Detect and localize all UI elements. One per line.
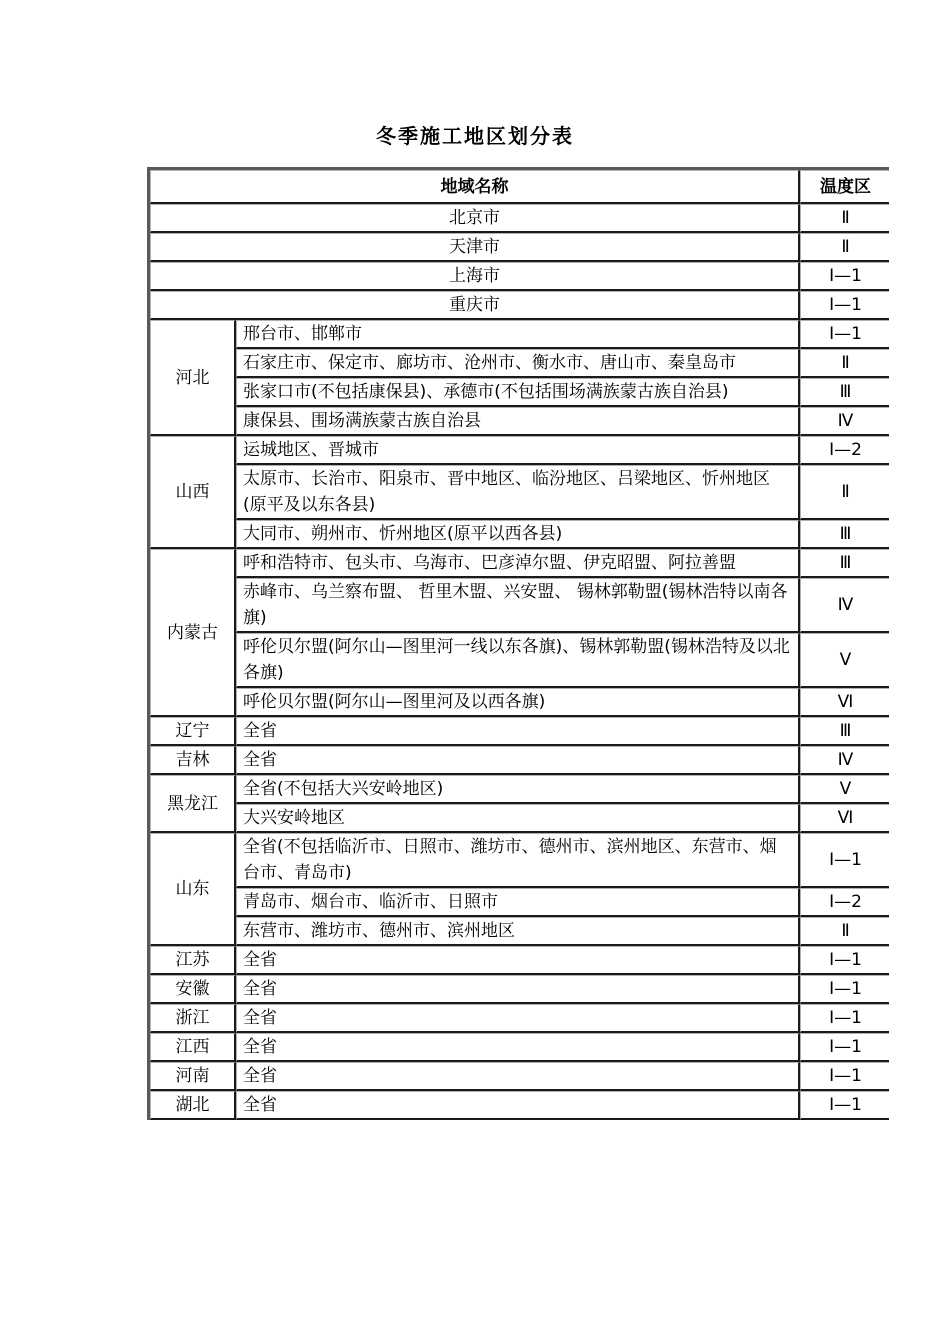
area-cell: 全省 <box>236 717 800 746</box>
temperature-zone-cell: Ⅲ <box>800 378 889 407</box>
province-cell: 内蒙古 <box>150 549 236 717</box>
zone-table <box>147 167 889 1120</box>
table-row <box>150 233 889 262</box>
table-row <box>150 291 889 320</box>
table-row <box>150 1091 889 1120</box>
table-row <box>150 465 889 520</box>
region-name-cell: 重庆市 <box>150 291 800 320</box>
table-row <box>150 833 889 888</box>
temperature-zone-cell: Ⅳ <box>800 746 889 775</box>
temperature-zone-cell: Ⅲ <box>800 520 889 549</box>
area-cell: 全省 <box>236 946 800 975</box>
table-row <box>150 746 889 775</box>
province-cell: 湖北 <box>150 1091 236 1120</box>
area-cell: 赤峰市、乌兰察布盟、 哲里木盟、兴安盟、 锡林郭勒盟(锡林浩特以南各旗) <box>236 578 800 633</box>
province-cell: 山西 <box>150 436 236 549</box>
table-row <box>150 1033 889 1062</box>
zone-table-container <box>147 167 889 1222</box>
temperature-zone-cell: Ⅴ <box>800 775 889 804</box>
temperature-zone-cell: Ⅰ—1 <box>800 262 889 291</box>
table-row <box>150 888 889 917</box>
province-cell: 浙江 <box>150 1004 236 1033</box>
area-cell: 全省 <box>236 975 800 1004</box>
temperature-zone-cell: Ⅴ <box>800 633 889 688</box>
temperature-zone-cell: Ⅵ <box>800 688 889 717</box>
temperature-zone-cell: Ⅰ—1 <box>800 1004 889 1033</box>
table-row <box>150 549 889 578</box>
area-cell: 全省 <box>236 1004 800 1033</box>
table-row <box>150 775 889 804</box>
province-cell: 辽宁 <box>150 717 236 746</box>
table-row <box>150 262 889 291</box>
table-row <box>150 633 889 688</box>
temperature-zone-cell: Ⅰ—1 <box>800 1091 889 1120</box>
table-body <box>150 204 889 1120</box>
table-row <box>150 946 889 975</box>
temperature-zone-cell: Ⅳ <box>800 578 889 633</box>
table-row <box>150 204 889 233</box>
region-name-cell: 天津市 <box>150 233 800 262</box>
province-cell: 山东 <box>150 833 236 946</box>
temperature-zone-cell: Ⅰ—1 <box>800 975 889 1004</box>
table-row <box>150 578 889 633</box>
table-row <box>150 1004 889 1033</box>
column-header-zone: 温度区 <box>800 170 889 204</box>
page-title: 冬季施工地区划分表 <box>376 124 574 148</box>
temperature-zone-cell: Ⅱ <box>800 233 889 262</box>
table-row <box>150 520 889 549</box>
area-cell: 全省 <box>236 1033 800 1062</box>
area-cell: 呼和浩特市、包头市、乌海市、巴彦淖尔盟、伊克昭盟、阿拉善盟 <box>236 549 800 578</box>
region-name-cell: 上海市 <box>150 262 800 291</box>
area-cell: 太原市、长治市、阳泉市、晋中地区、临汾地区、吕梁地区、忻州地区 (原平及以东各县) <box>236 465 800 520</box>
area-cell: 呼伦贝尔盟(阿尔山—图里河及以西各旗) <box>236 688 800 717</box>
province-cell: 安徽 <box>150 975 236 1004</box>
table-row <box>150 717 889 746</box>
temperature-zone-cell: Ⅰ—1 <box>800 291 889 320</box>
area-cell: 邢台市、邯郸市 <box>236 320 800 349</box>
table-row <box>150 975 889 1004</box>
temperature-zone-cell: Ⅰ—2 <box>800 436 889 465</box>
table-row <box>150 378 889 407</box>
temperature-zone-cell: Ⅵ <box>800 804 889 833</box>
temperature-zone-cell: Ⅰ—2 <box>800 888 889 917</box>
province-cell: 河北 <box>150 320 236 436</box>
province-cell: 江苏 <box>150 946 236 975</box>
area-cell: 运城地区、晋城市 <box>236 436 800 465</box>
area-cell: 呼伦贝尔盟(阿尔山—图里河一线以东各旗)、锡林郭勒盟(锡林浩特及以北各旗) <box>236 633 800 688</box>
area-cell: 全省(不包括大兴安岭地区) <box>236 775 800 804</box>
area-cell: 张家口市(不包括康保县)、承德市(不包括围场满族蒙古族自治县) <box>236 378 800 407</box>
table-row <box>150 320 889 349</box>
column-header-area: 地域名称 <box>150 170 800 204</box>
area-cell: 大兴安岭地区 <box>236 804 800 833</box>
area-cell: 全省(不包括临沂市、日照市、潍坊市、德州市、滨州地区、东营市、烟台市、青岛市) <box>236 833 800 888</box>
temperature-zone-cell: Ⅱ <box>800 917 889 946</box>
table-row <box>150 804 889 833</box>
table-row <box>150 436 889 465</box>
province-cell: 吉林 <box>150 746 236 775</box>
area-cell: 全省 <box>236 1062 800 1091</box>
temperature-zone-cell: Ⅲ <box>800 717 889 746</box>
temperature-zone-cell: Ⅲ <box>800 549 889 578</box>
area-cell: 全省 <box>236 746 800 775</box>
temperature-zone-cell: Ⅳ <box>800 407 889 436</box>
province-cell: 黑龙江 <box>150 775 236 833</box>
temperature-zone-cell: Ⅰ—1 <box>800 1033 889 1062</box>
province-cell: 河南 <box>150 1062 236 1091</box>
area-cell: 康保县、围场满族蒙古族自治县 <box>236 407 800 436</box>
province-cell: 江西 <box>150 1033 236 1062</box>
area-cell: 东营市、潍坊市、德州市、滨州地区 <box>236 917 800 946</box>
temperature-zone-cell: Ⅰ—1 <box>800 320 889 349</box>
table-row <box>150 349 889 378</box>
temperature-zone-cell: Ⅱ <box>800 465 889 520</box>
region-name-cell: 北京市 <box>150 204 800 233</box>
table-row <box>150 917 889 946</box>
temperature-zone-cell: Ⅰ—1 <box>800 946 889 975</box>
area-cell: 全省 <box>236 1091 800 1120</box>
temperature-zone-cell: Ⅰ—1 <box>800 1062 889 1091</box>
table-row <box>150 407 889 436</box>
temperature-zone-cell: Ⅱ <box>800 204 889 233</box>
temperature-zone-cell: Ⅱ <box>800 349 889 378</box>
table-row <box>150 688 889 717</box>
table-row <box>150 1062 889 1091</box>
area-cell: 石家庄市、保定市、廊坊市、沧州市、衡水市、唐山市、秦皇岛市 <box>236 349 800 378</box>
temperature-zone-cell: Ⅰ—1 <box>800 833 889 888</box>
table-header-row <box>150 170 889 204</box>
area-cell: 青岛市、烟台市、临沂市、日照市 <box>236 888 800 917</box>
area-cell: 大同市、朔州市、忻州地区(原平以西各县) <box>236 520 800 549</box>
